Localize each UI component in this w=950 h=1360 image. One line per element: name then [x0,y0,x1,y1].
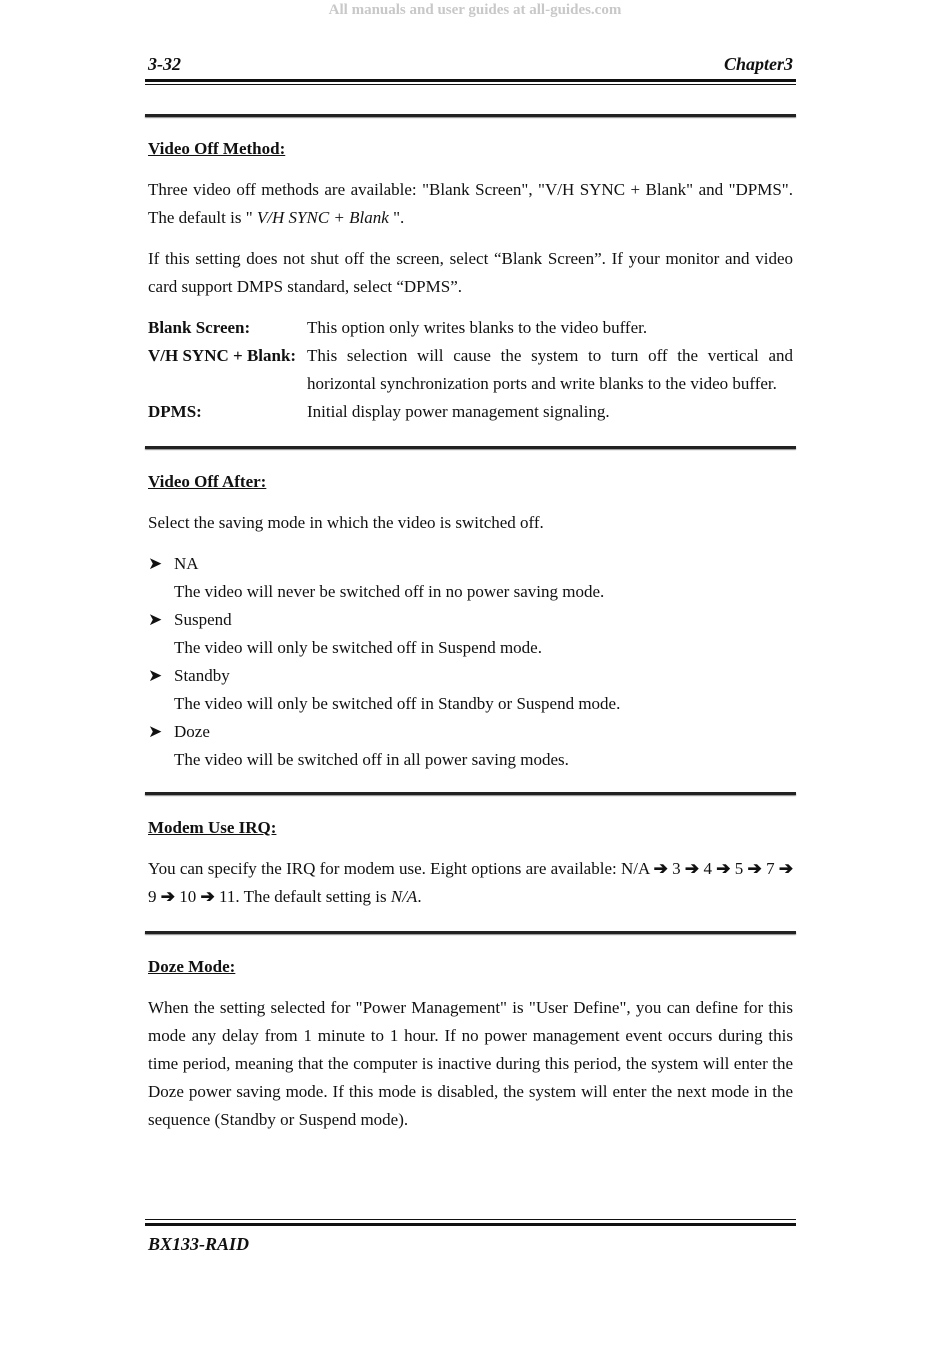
definition-term: DPMS: [148,402,202,421]
section-heading: Video Off Method: [148,139,286,158]
arrow-right-icon: ➔ [778,859,794,878]
irq-option: 11 [219,887,236,906]
header-rule-thick [145,79,796,82]
irq-option: 10 [179,887,197,906]
list-item [148,718,793,746]
irq-option: 9 [148,887,157,906]
definition-row [148,314,793,342]
section-heading: Doze Mode: [148,957,236,976]
paragraph: If this setting does not shut off the screen, select “Blank Screen”. If your monitor and video card support DMPS standard, select “DPMS”. [148,249,793,296]
list-item [148,606,793,634]
arrow-bullet-icon: ➤ [148,666,163,685]
option-desc: The video will only be switched off in Suspend mode. [174,638,542,657]
section-video-off-method [148,135,793,426]
default-value: N/A [390,887,418,906]
default-value: V/H SYNC + Blank [256,208,389,227]
page-number: 3-32 [148,54,181,74]
section-separator [145,792,796,795]
definition-term: V/H SYNC + Blank: [148,346,297,365]
list-item [148,662,793,690]
paragraph-text: Three video off methods are available: "Blank Screen", "V/H SYNC + Blank" and "DPMS". The default is " [148,180,793,227]
paragraph-text: ". [388,208,405,227]
footer-rule-thick [145,1223,796,1226]
definition-desc: This selection will cause the system to turn off the vertical and horizontal synchronization ports and write blanks to the video buffer. [307,346,793,393]
option-name: NA [174,554,199,573]
arrow-bullet-icon: ➤ [148,722,163,741]
option-name: Suspend [174,610,232,629]
arrow-right-icon: ➔ [160,887,175,906]
option-desc: The video will never be switched off in no power saving mode. [174,582,605,601]
definition-row [148,342,793,398]
header-rule-thin [145,84,796,85]
section-heading: Video Off After: [148,472,267,491]
definition-desc: This option only writes blanks to the video buffer. [307,318,648,337]
chapter-title: Chapter3 [723,54,793,74]
paragraph: When the setting selected for "Power Management" is "User Define", you can define for this mode any delay from 1 minute to 1 hour. If no power management event occurs during this time period, meaning that the computer is inactive during this period, the system will enter the Doze power saving mode. If this mode is disabled, the system will enter the next mode in the sequence (Standby or Suspend mode). [148,998,793,1129]
list-item [148,550,793,578]
footer-model: BX133-RAID [148,1234,250,1254]
irq-option: 7 [766,859,775,878]
definition-term: Blank Screen: [148,318,251,337]
section-doze-mode [148,953,793,1134]
section-separator [145,446,796,449]
paragraph [148,176,793,232]
paragraph-text: . The default setting is [235,887,391,906]
footer-rule-thin [145,1219,796,1220]
option-desc: The video will only be switched off in Standby or Suspend mode. [174,694,621,713]
section-separator [145,114,796,117]
section-heading: Modem Use IRQ: [148,818,277,837]
arrow-right-icon: ➔ [200,887,215,906]
paragraph-text: . [417,887,422,906]
irq-option: 3 [672,859,681,878]
irq-option: 5 [734,859,744,878]
arrow-right-icon: ➔ [716,859,731,878]
arrow-right-icon: ➔ [747,859,762,878]
paragraph: Select the saving mode in which the video is switched off. [148,513,544,532]
definition-desc: Initial display power management signaling. [307,402,610,421]
paragraph [148,855,793,911]
section-video-off-after [148,468,793,774]
arrow-right-icon: ➔ [684,859,700,878]
option-name: Doze [174,722,210,741]
watermark: All manuals and user guides at all-guides.com [328,2,622,18]
arrow-bullet-icon: ➤ [148,554,163,573]
arrow-right-icon: ➔ [653,859,668,878]
definition-row [148,398,793,426]
section-separator [145,931,796,934]
arrow-bullet-icon: ➤ [148,610,163,629]
option-name: Standby [174,666,230,685]
option-desc: The video will be switched off in all power saving modes. [174,750,569,769]
paragraph-text: You can specify the IRQ for modem use. Eight options are available: N/A [148,859,650,878]
section-modem-use-irq [148,814,793,911]
irq-option: 4 [703,859,712,878]
